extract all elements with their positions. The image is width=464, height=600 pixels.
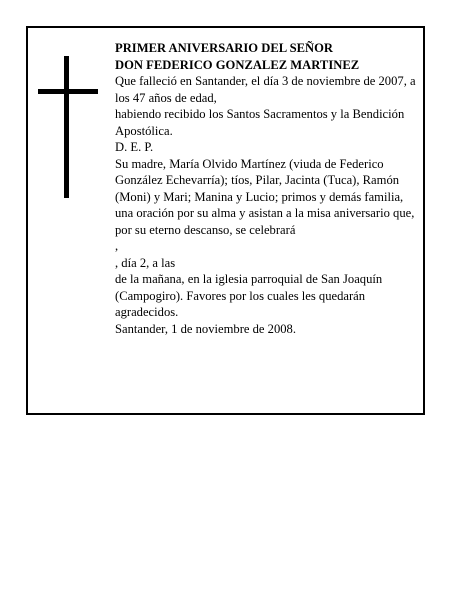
notice-title-line-2: DON FEDERICO GONZALEZ MARTINEZ (115, 57, 360, 72)
notice-sacraments: habiendo recibido los Santos Sacramentos y la Bendición Apostólica. (115, 107, 407, 138)
notice-rip: D. E. P. (115, 140, 154, 154)
cross-vertical-bar (64, 56, 69, 198)
notice-mass-request: una oración por su alma y asistan a la misa aniversario que, por su eterno descanso, se celebrará (115, 206, 418, 237)
notice-title-line-1: PRIMER ANIVERSARIO DEL SEÑOR (115, 41, 333, 55)
notice-family: Su madre, María Olvido Martínez (viuda de Federico González Echevarría); tíos, Pilar, Jacinta (Tuca), Ramón (Moni) y Mari; Manina y Lucio; primos y demás familia, (115, 156, 404, 204)
notice-death-details: Que falleció en Santander, el día 3 de noviembre de 2007, a los 47 años de edad, (115, 74, 419, 105)
notice-day: , día 2, a las (115, 255, 176, 270)
notice-signature-date: Santander, 1 de noviembre de 2008. (115, 321, 297, 336)
cross-horizontal-bar (38, 89, 98, 94)
notice-church: de la mañana, en la iglesia parroquial de San Joaquín (Campogiro). Favores por los cuales les quedarán agradecidos. (115, 272, 386, 319)
notice-text (115, 40, 420, 337)
cross-icon (38, 56, 98, 198)
notice-date-blank: , (115, 239, 119, 253)
obituary-notice (26, 26, 425, 415)
